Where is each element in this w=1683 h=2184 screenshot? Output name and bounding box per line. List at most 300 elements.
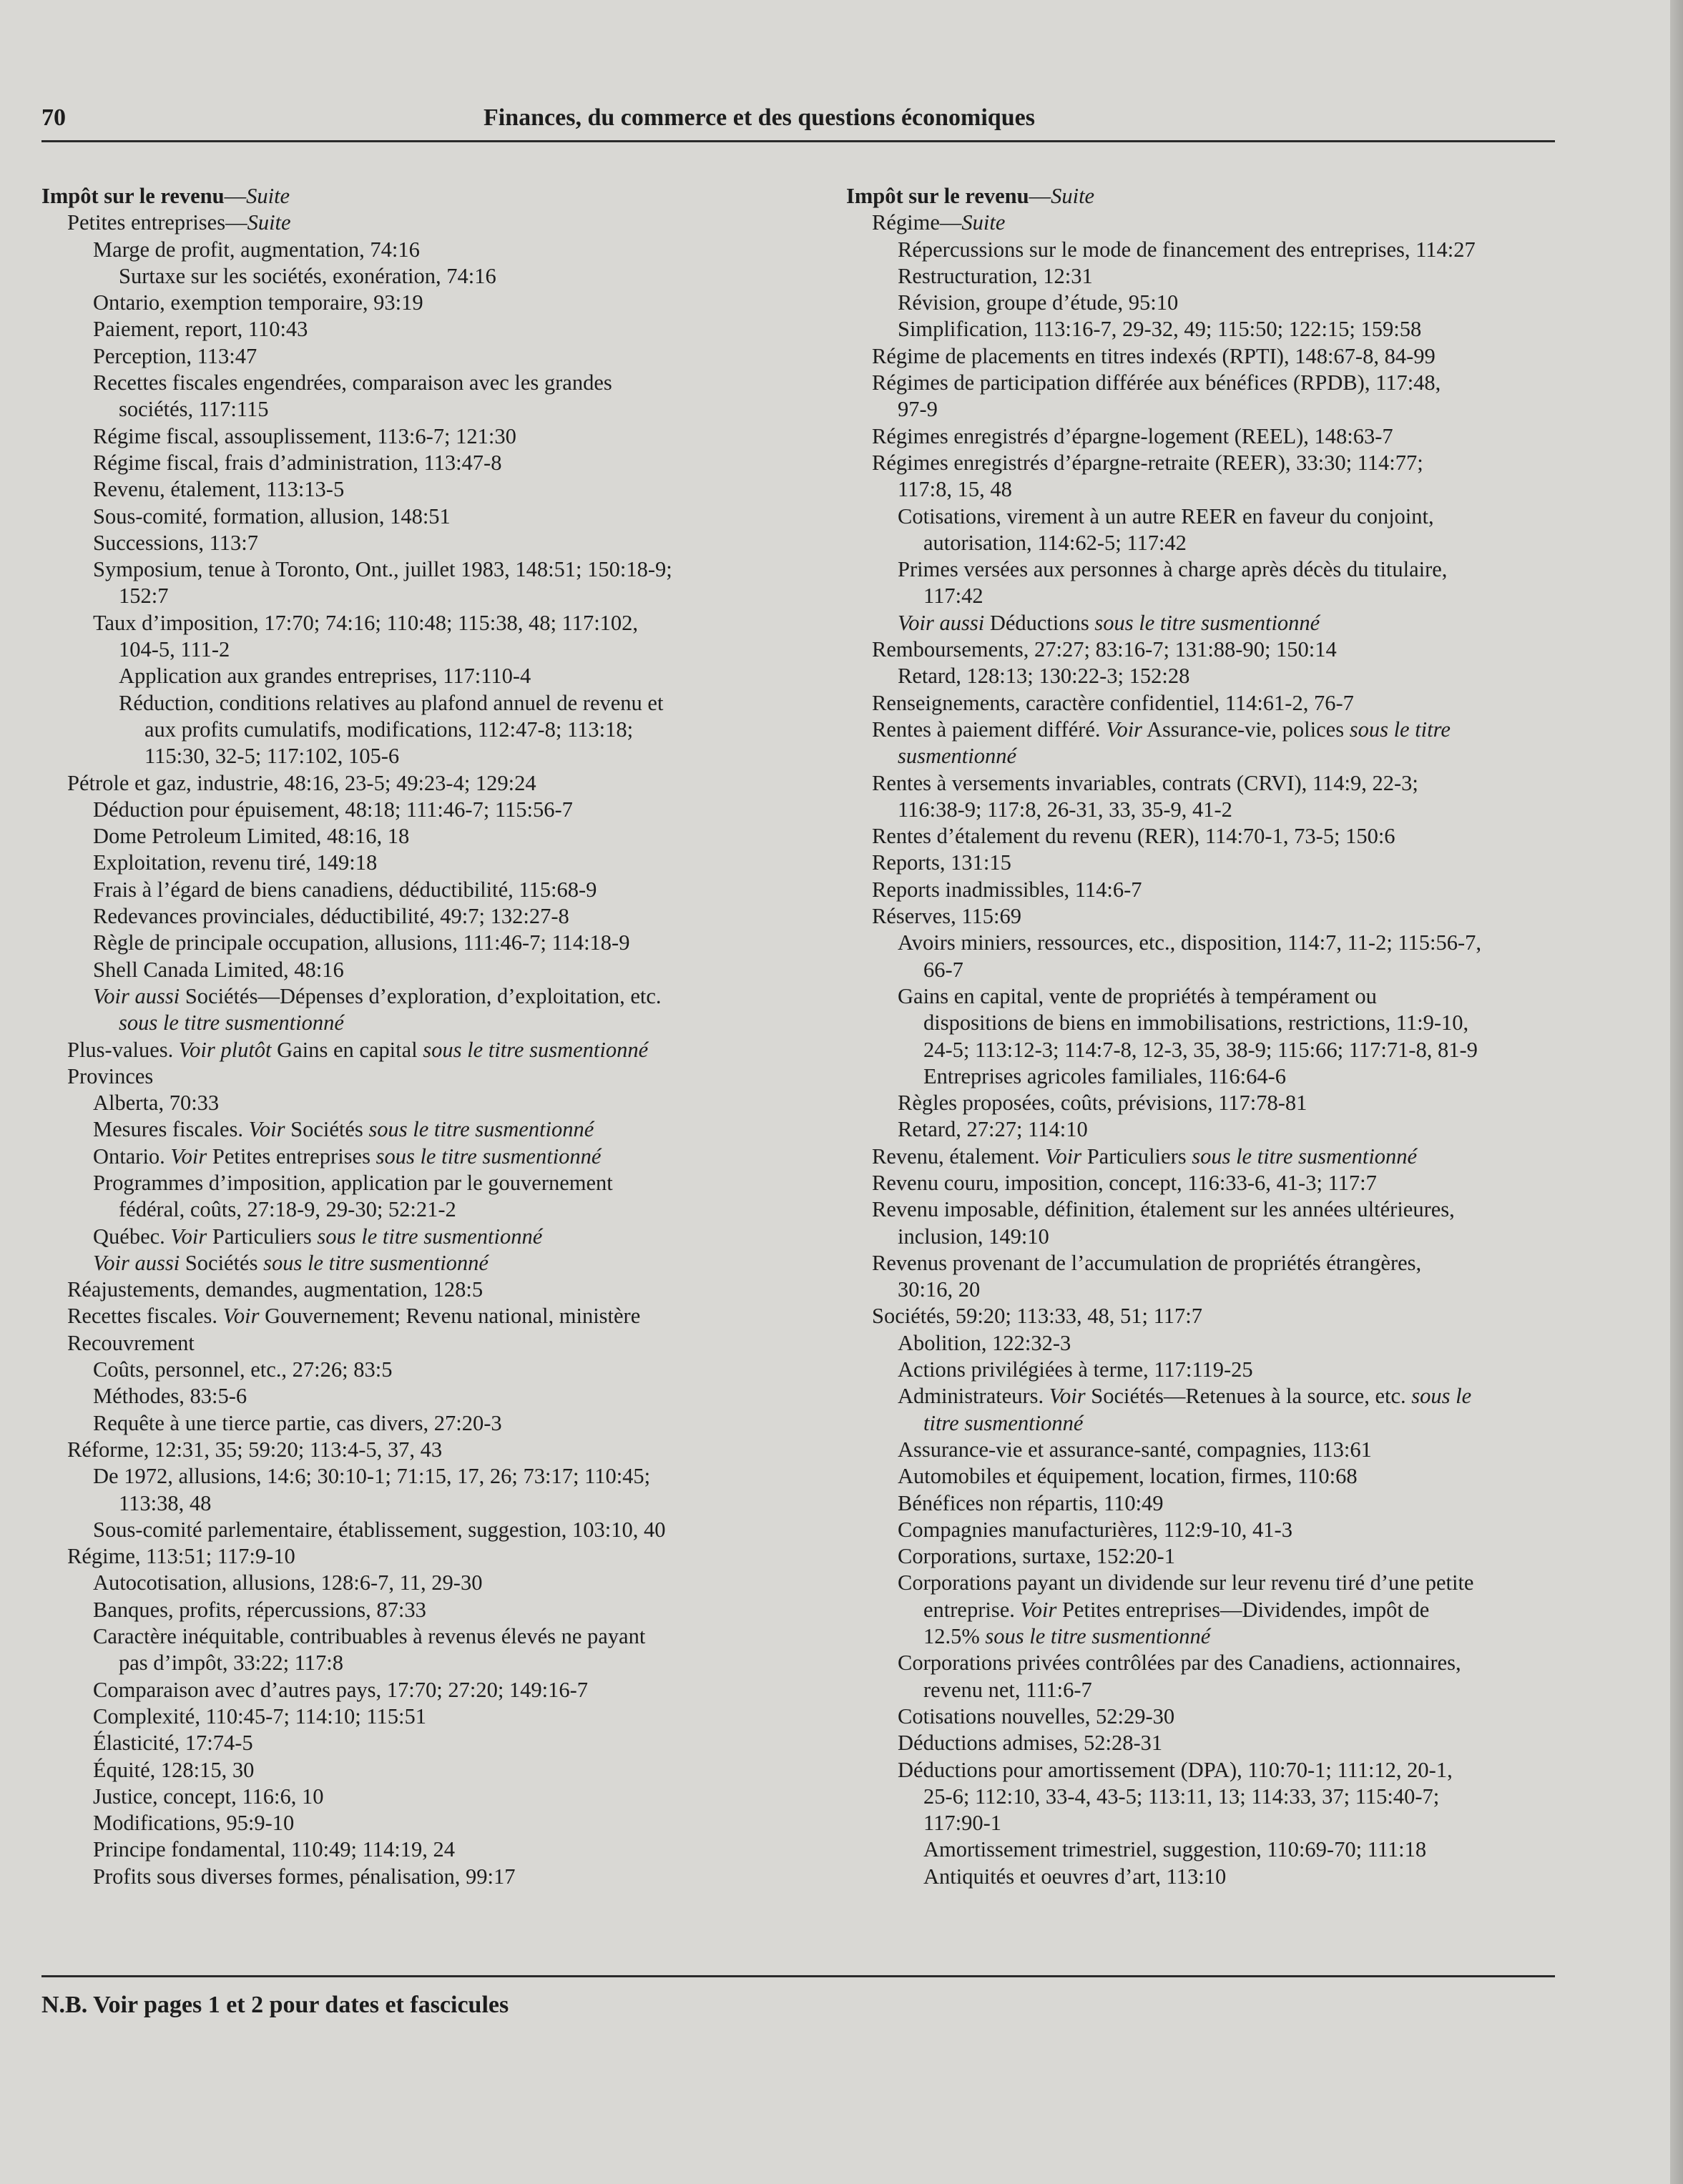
italic-text: Voir <box>1049 1384 1086 1409</box>
index-entry <box>898 290 1604 316</box>
index-entry <box>923 1836 1604 1863</box>
entry-text: Régimes enregistrés d’épargne-retraite (REER), 33:30; 114:77; <box>872 450 1423 475</box>
index-entry <box>93 530 800 556</box>
italic-text: Voir aussi <box>898 610 985 635</box>
entry-text: Déductions <box>984 610 1095 635</box>
entry-text: Sous-comité parlementaire, établissement, suggestion, 103:10, 40 <box>93 1517 666 1542</box>
index-entry <box>898 983 1604 1010</box>
italic-text: sous le titre susmentionné <box>985 1624 1211 1649</box>
entry-text: Assurance-vie et assurance-santé, compagnies, 113:61 <box>898 1437 1372 1462</box>
index-entry-continuation <box>898 1410 1604 1437</box>
entry-text: Règles proposées, coûts, prévisions, 117:78-81 <box>898 1091 1307 1116</box>
entry-text: Élasticité, 17:74-5 <box>93 1731 253 1756</box>
entry-text: Perception, 113:47 <box>93 343 257 368</box>
index-entry <box>41 183 800 210</box>
entry-text: 12.5% <box>923 1624 986 1649</box>
entry-text: Simplification, 113:16-7, 29-32, 49; 115:50; 122:15; 159:58 <box>898 317 1422 342</box>
page-number: 70 <box>41 104 66 131</box>
index-entry <box>898 1543 1604 1570</box>
entry-text: Revenu couru, imposition, concept, 116:33-6, 41-3; 117:7 <box>872 1170 1377 1195</box>
index-entry-continuation <box>93 583 800 609</box>
index-entry-continuation <box>93 1196 800 1223</box>
index-entry <box>67 210 800 236</box>
entry-text: Particuliers <box>1081 1143 1192 1169</box>
index-entry <box>872 903 1604 930</box>
entry-text: Frais à l’égard de biens canadiens, déductibilité, 115:68-9 <box>93 877 597 902</box>
entry-text: 115:30, 32-5; 117:102, 105-6 <box>144 744 400 769</box>
index-entry <box>872 823 1604 850</box>
italic-text: Suite <box>961 210 1006 235</box>
entry-text: Rentes d’étalement du revenu (RER), 114:70-1, 73-5; 150:6 <box>872 824 1395 849</box>
index-entry <box>93 983 800 1010</box>
italic-text: sous le titre susmentionné <box>317 1224 543 1249</box>
bold-heading-text: Impôt sur le revenu <box>41 184 225 208</box>
index-entry <box>898 1383 1604 1410</box>
italic-text: Voir <box>170 1143 207 1169</box>
header-rule <box>41 140 1555 142</box>
entry-text: Abolition, 122:32-3 <box>898 1330 1071 1355</box>
entry-text: aux profits cumulatifs, modifications, 112:47-8; 113:18; <box>144 717 634 742</box>
entry-text: 116:38-9; 117:8, 26-31, 33, 35-9, 41-2 <box>898 797 1232 822</box>
index-entry-continuation <box>898 530 1604 556</box>
italic-text: Voir aussi <box>93 983 180 1008</box>
entry-text: Corporations, surtaxe, 152:20-1 <box>898 1544 1175 1569</box>
index-entry <box>872 717 1604 743</box>
index-entry <box>898 1570 1604 1596</box>
italic-text: Voir aussi <box>93 1250 180 1275</box>
italic-text: Voir <box>1020 1597 1057 1622</box>
index-entry <box>93 1357 800 1383</box>
entry-text: Alberta, 70:33 <box>93 1091 220 1116</box>
index-entry <box>67 1303 800 1329</box>
index-entry <box>898 1330 1604 1357</box>
entry-text: Revenus provenant de l’accumulation de propriétés étrangères, <box>872 1250 1422 1275</box>
entry-text: Principe fondamental, 110:49; 114:19, 24 <box>93 1837 455 1862</box>
left-column <box>41 183 800 1890</box>
index-entry-continuation <box>93 1650 800 1676</box>
entry-text: Symposium, tenue à Toronto, Ont., juillet 1983, 148:51; 150:18-9; <box>93 557 672 582</box>
entry-text: Complexité, 110:45-7; 114:10; 115:51 <box>93 1703 426 1728</box>
entry-text: 117:42 <box>923 584 983 609</box>
entry-text: Sociétés—Dépenses d’exploration, d’exploitation, etc. <box>180 983 662 1008</box>
entry-text: Sociétés <box>285 1117 369 1142</box>
index-entry-continuation <box>119 743 800 769</box>
entry-text: Antiquités et oeuvres d’art, 113:10 <box>923 1864 1227 1889</box>
index-entry <box>898 1517 1604 1543</box>
entry-text: entreprise. <box>923 1597 1021 1622</box>
index-entry <box>93 316 800 343</box>
entry-text: 97-9 <box>898 397 938 422</box>
entry-text: Réserves, 115:69 <box>872 904 1021 929</box>
index-entry <box>872 210 1604 236</box>
italic-text: Suite <box>1051 184 1095 208</box>
entry-text: Paiement, report, 110:43 <box>93 317 308 342</box>
index-entry <box>93 503 800 530</box>
entry-text: Régime de placements en titres indexés (RPTI), 148:67-8, 84-99 <box>872 343 1436 368</box>
entry-text: inclusion, 149:10 <box>898 1224 1049 1249</box>
entry-text: 104-5, 111-2 <box>119 637 230 662</box>
entry-text: Application aux grandes entreprises, 117:110-4 <box>119 664 531 689</box>
index-entry <box>898 1703 1604 1730</box>
entry-text: 24-5; 113:12-3; 114:7-8, 12-3, 35, 38-9; 115:66; 117:71-8, 81-9 <box>923 1037 1478 1062</box>
entry-text: Particuliers <box>207 1224 318 1249</box>
entry-text: Profits sous diverses formes, pénalisation, 99:17 <box>93 1864 516 1889</box>
entry-text: Petites entreprises <box>207 1143 376 1169</box>
entry-text: 117:8, 15, 48 <box>898 477 1012 502</box>
index-entry <box>872 343 1604 370</box>
entry-text: Régime fiscal, assouplissement, 113:6-7; 121:30 <box>93 423 516 448</box>
entry-text: Révision, groupe d’étude, 95:10 <box>898 290 1179 315</box>
index-entry <box>898 503 1604 530</box>
index-entry <box>93 1623 800 1650</box>
italic-text: sous le titre <box>1349 717 1451 742</box>
entry-text: Banques, profits, répercussions, 87:33 <box>93 1597 426 1622</box>
index-entry <box>67 1543 800 1570</box>
entry-text: Sociétés <box>180 1250 264 1275</box>
index-entry <box>898 1490 1604 1517</box>
index-entry-continuation <box>872 743 1604 769</box>
index-entry <box>67 1063 800 1090</box>
entry-text: Remboursements, 27:27; 83:16-7; 131:88-90; 150:14 <box>872 637 1337 662</box>
entry-text: Pétrole et gaz, industrie, 48:16, 23-5; 49:23-4; 129:24 <box>67 770 536 795</box>
entry-text: Justice, concept, 116:6, 10 <box>93 1784 324 1809</box>
index-entry <box>119 263 800 290</box>
entry-text: Exploitation, revenu tiré, 149:18 <box>93 850 378 875</box>
index-entry <box>93 1383 800 1410</box>
entry-text: Autocotisation, allusions, 128:6-7, 11, 29-30 <box>93 1570 483 1595</box>
entry-text: Provinces <box>67 1063 154 1088</box>
italic-text: sous le titre susmentionné <box>368 1117 594 1142</box>
entry-text: pas d’impôt, 33:22; 117:8 <box>119 1651 344 1676</box>
index-entry <box>872 1170 1604 1196</box>
index-entry <box>93 797 800 823</box>
index-entry <box>872 370 1604 396</box>
entry-text: 152:7 <box>119 584 169 609</box>
index-entry <box>93 1703 800 1730</box>
entry-text: Revenu, étalement. <box>872 1143 1046 1169</box>
index-entry <box>93 1810 800 1836</box>
index-entry <box>93 1836 800 1863</box>
italic-text: Voir <box>248 1117 285 1142</box>
index-entry <box>119 690 800 717</box>
entry-text: Régimes de participation différée aux bénéfices (RPDB), 117:48, <box>872 370 1441 395</box>
index-entry <box>898 930 1604 956</box>
entry-text: Surtaxe sur les sociétés, exonération, 74:16 <box>119 263 496 288</box>
entry-text: Modifications, 95:9-10 <box>93 1811 295 1836</box>
index-entry <box>93 476 800 503</box>
index-entry <box>93 1090 800 1116</box>
index-entry <box>93 1463 800 1490</box>
entry-text: 30:16, 20 <box>898 1277 981 1302</box>
index-entry <box>93 1224 800 1250</box>
entry-text: Requête à une tierce partie, cas divers, 27:20-3 <box>93 1410 502 1435</box>
index-entry <box>898 263 1604 290</box>
entry-text: sociétés, 117:115 <box>119 397 269 422</box>
entry-text: Coûts, personnel, etc., 27:26; 83:5 <box>93 1357 393 1382</box>
index-entry-continuation <box>898 1623 1604 1650</box>
entry-text: Québec. <box>93 1224 171 1249</box>
entry-text: Shell Canada Limited, 48:16 <box>93 957 344 982</box>
entry-text: Corporations privées contrôlées par des Canadiens, actionnaires, <box>898 1651 1461 1676</box>
index-entry <box>872 1196 1604 1223</box>
index-entry <box>93 1170 800 1196</box>
italic-text: Voir <box>1106 717 1143 742</box>
entry-text: Assurance-vie, polices <box>1142 717 1350 742</box>
italic-text: Voir <box>170 1224 207 1249</box>
italic-text: Voir plutôt <box>178 1037 272 1062</box>
entry-text: Primes versées aux personnes à charge après décès du titulaire, <box>898 557 1448 582</box>
entry-text: Mesures fiscales. <box>93 1117 249 1142</box>
index-entry <box>872 1143 1604 1170</box>
entry-text: Sociétés—Retenues à la source, etc. <box>1085 1384 1412 1409</box>
entry-text: Successions, 113:7 <box>93 530 258 555</box>
index-entry <box>898 1437 1604 1463</box>
entry-text: Dome Petroleum Limited, 48:16, 18 <box>93 824 410 849</box>
index-entry <box>898 610 1604 636</box>
index-entry-continuation <box>119 717 800 743</box>
entry-text: Gains en capital, vente de propriétés à tempérament ou <box>898 983 1377 1008</box>
entry-text: Régime, 113:51; 117:9-10 <box>67 1544 295 1569</box>
entry-text: Reports, 131:15 <box>872 850 1011 875</box>
index-entry <box>923 1864 1604 1890</box>
index-entry <box>872 850 1604 876</box>
index-entry <box>93 1757 800 1784</box>
index-entry <box>93 850 800 876</box>
entry-text: Méthodes, 83:5-6 <box>93 1384 247 1409</box>
entry-text: dispositions de biens en immobilisations, restrictions, 11:9-10, <box>923 1010 1469 1036</box>
index-entry <box>93 1677 800 1703</box>
index-entry-continuation <box>872 1277 1604 1303</box>
index-entry <box>872 1250 1604 1277</box>
index-entry <box>93 450 800 476</box>
entry-text: Petites entreprises—Dividendes, impôt de <box>1056 1597 1430 1622</box>
italic-text: Voir <box>222 1304 260 1329</box>
index-entry <box>898 556 1604 583</box>
entry-text: Administrateurs. <box>898 1384 1049 1409</box>
index-entry-continuation <box>898 1810 1604 1836</box>
entry-text: Régime— <box>872 210 962 235</box>
entry-text: — <box>224 184 247 208</box>
entry-text: Gains en capital <box>271 1037 423 1062</box>
entry-text: Cotisations, virement à un autre REER en faveur du conjoint, <box>898 503 1434 528</box>
index-entry <box>93 1116 800 1143</box>
index-entry <box>67 1330 800 1357</box>
entry-text: Sociétés, 59:20; 113:33, 48, 51; 117:7 <box>872 1304 1202 1329</box>
footer-note: N.B. Voir pages 1 et 2 pour dates et fascicules <box>41 1992 509 2018</box>
footer-rule <box>41 1975 1555 1977</box>
index-entry <box>898 1116 1604 1143</box>
entry-text: — <box>1029 184 1051 208</box>
entry-text: Réforme, 12:31, 35; 59:20; 113:4-5, 37, 43 <box>67 1437 443 1462</box>
index-entry <box>93 610 800 636</box>
entry-text: Caractère inéquitable, contribuables à revenus élevés ne payant <box>93 1624 646 1649</box>
index-entry <box>93 1730 800 1756</box>
index-entry <box>898 1757 1604 1784</box>
index-entry <box>93 930 800 956</box>
index-entry-continuation <box>93 1010 800 1036</box>
index-entry <box>93 1784 800 1810</box>
index-entry <box>67 1277 800 1303</box>
index-entry <box>898 237 1604 263</box>
right-column <box>846 183 1604 1890</box>
entry-text: Recettes fiscales engendrées, comparaison avec les grandes <box>93 370 612 395</box>
entry-text: Sous-comité, formation, allusion, 148:51 <box>93 503 451 528</box>
entry-text: Automobiles et équipement, location, firmes, 110:68 <box>898 1464 1358 1489</box>
entry-text: 113:38, 48 <box>119 1490 212 1515</box>
index-entry <box>93 1410 800 1437</box>
entry-text: Régimes enregistrés d’épargne-logement (REEL), 148:63-7 <box>872 423 1393 448</box>
entry-text: Rentes à paiement différé. <box>872 717 1107 742</box>
entry-text: Restructuration, 12:31 <box>898 263 1093 288</box>
index-entry <box>67 770 800 797</box>
index-entry <box>872 423 1604 450</box>
entry-text: Équité, 128:15, 30 <box>93 1757 255 1782</box>
entry-text: Réduction, conditions relatives au plafond annuel de revenu et <box>119 690 664 715</box>
entry-text: Redevances provinciales, déductibilité, 49:7; 132:27-8 <box>93 904 569 929</box>
index-entry-continuation <box>898 1677 1604 1703</box>
index-entry <box>67 1037 800 1063</box>
index-entry <box>923 1063 1604 1090</box>
index-entry-continuation <box>898 1037 1604 1063</box>
entry-text: 25-6; 112:10, 33-4, 43-5; 113:11, 13; 114:33, 37; 115:40-7; <box>923 1784 1440 1809</box>
entry-text: Taux d’imposition, 17:70; 74:16; 110:48; 115:38, 48; 117:102, <box>93 610 639 635</box>
index-entry-continuation <box>898 1010 1604 1036</box>
index-entry <box>93 556 800 583</box>
entry-text: Répercussions sur le mode de financement des entreprises, 114:27 <box>898 237 1476 262</box>
entry-text: Marge de profit, augmentation, 74:16 <box>93 237 420 262</box>
entry-text: Réajustements, demandes, augmentation, 128:5 <box>67 1277 484 1302</box>
book-gutter-shadow <box>1670 0 1683 2184</box>
italic-text: titre susmentionné <box>923 1410 1084 1435</box>
entry-text: Avoirs miniers, ressources, etc., disposition, 114:7, 11-2; 115:56-7, <box>898 930 1482 955</box>
entry-text: revenu net, 111:6-7 <box>923 1677 1092 1702</box>
index-entry <box>898 1090 1604 1116</box>
entry-text: Bénéfices non répartis, 110:49 <box>898 1490 1164 1515</box>
entry-text: 66-7 <box>923 957 963 982</box>
index-entry <box>93 1143 800 1170</box>
index-entry <box>898 1463 1604 1490</box>
entry-text: Déductions admises, 52:28-31 <box>898 1731 1163 1756</box>
entry-text: autorisation, 114:62-5; 117:42 <box>923 530 1187 555</box>
entry-text: Amortissement trimestriel, suggestion, 110:69-70; 111:18 <box>923 1837 1427 1862</box>
index-entry-continuation <box>93 396 800 423</box>
entry-text: Revenu imposable, définition, étalement sur les années ultérieures, <box>872 1197 1455 1222</box>
entry-text: Cotisations nouvelles, 52:29-30 <box>898 1703 1175 1728</box>
italic-text: sous le titre susmentionné <box>423 1037 649 1062</box>
entry-text: Recettes fiscales. <box>67 1304 223 1329</box>
italic-text: sous le titre susmentionné <box>376 1143 602 1169</box>
italic-text: Suite <box>246 184 290 208</box>
entry-text: Actions privilégiées à terme, 117:119-25 <box>898 1357 1253 1382</box>
index-entry-continuation <box>872 797 1604 823</box>
index-entry-continuation <box>898 957 1604 983</box>
entry-text: 117:90-1 <box>923 1811 1001 1836</box>
index-entry <box>93 877 800 903</box>
index-entry <box>872 1303 1604 1329</box>
entry-text: Corporations payant un dividende sur leur revenu tiré d’une petite <box>898 1570 1474 1595</box>
entry-text: Compagnies manufacturières, 112:9-10, 41-3 <box>898 1517 1292 1542</box>
italic-text: sous le titre susmentionné <box>1094 610 1320 635</box>
entry-text: Rentes à versements invariables, contrats (CRVI), 114:9, 22-3; <box>872 770 1418 795</box>
index-entry <box>93 423 800 450</box>
italic-text: sous le titre susmentionné <box>119 1010 344 1036</box>
italic-text: sous le titre susmentionné <box>263 1250 489 1275</box>
entry-text: Petites entreprises— <box>67 210 247 235</box>
entry-text: Ontario. <box>93 1143 171 1169</box>
index-entry <box>898 663 1604 689</box>
italic-text: sous le <box>1411 1384 1472 1409</box>
index-entry-continuation <box>898 583 1604 609</box>
index-entry <box>898 1650 1604 1676</box>
index-entry <box>93 343 800 370</box>
index-entry <box>93 237 800 263</box>
index-entry <box>93 823 800 850</box>
entry-text: Régime fiscal, frais d’administration, 113:47-8 <box>93 450 502 475</box>
index-entry-continuation <box>872 1224 1604 1250</box>
index-entry <box>93 1517 800 1543</box>
entry-text: Ontario, exemption temporaire, 93:19 <box>93 290 423 315</box>
index-entry <box>93 290 800 316</box>
index-entry <box>846 183 1604 210</box>
index-entry <box>93 1570 800 1596</box>
entry-text: Revenu, étalement, 113:13-5 <box>93 477 345 502</box>
index-entry <box>898 1730 1604 1756</box>
running-title: Finances, du commerce et des questions économiques <box>484 104 1035 131</box>
index-entry <box>93 1597 800 1623</box>
index-entry-continuation <box>93 1490 800 1517</box>
entry-text: Reports inadmissibles, 114:6-7 <box>872 877 1142 902</box>
index-entry <box>898 1357 1604 1383</box>
index-entry <box>872 636 1604 663</box>
entry-text: Gouvernement; Revenu national, ministère <box>259 1304 641 1329</box>
italic-text: Suite <box>247 210 291 235</box>
entry-text: Déductions pour amortissement (DPA), 110:70-1; 111:12, 20-1, <box>898 1757 1453 1782</box>
index-entry-continuation <box>93 636 800 663</box>
index-entry-continuation <box>898 1597 1604 1623</box>
entry-text: Renseignements, caractère confidentiel, 114:61-2, 76-7 <box>872 690 1354 715</box>
entry-text: Déduction pour épuisement, 48:18; 111:46-7; 115:56-7 <box>93 797 573 822</box>
entry-text: Règle de principale occupation, allusions, 111:46-7; 114:18-9 <box>93 930 630 955</box>
entry-text: De 1972, allusions, 14:6; 30:10-1; 71:15, 17, 26; 73:17; 110:45; <box>93 1464 651 1489</box>
index-entry-continuation <box>872 396 1604 423</box>
index-entry <box>93 903 800 930</box>
italic-text: susmentionné <box>898 744 1017 769</box>
index-entry <box>898 316 1604 343</box>
index-entry <box>119 663 800 689</box>
entry-text: Recouvrement <box>67 1330 195 1355</box>
entry-text: Entreprises agricoles familiales, 116:64-6 <box>923 1063 1287 1088</box>
entry-text: Plus-values. <box>67 1037 179 1062</box>
index-entry <box>872 877 1604 903</box>
entry-text: Comparaison avec d’autres pays, 17:70; 27:20; 149:16-7 <box>93 1677 589 1702</box>
entry-text: Retard, 27:27; 114:10 <box>898 1117 1088 1142</box>
index-entry <box>93 370 800 396</box>
index-entry <box>67 1437 800 1463</box>
index-entry-continuation <box>872 476 1604 503</box>
index-entry <box>872 450 1604 476</box>
italic-text: Voir <box>1045 1143 1082 1169</box>
italic-text: sous le titre susmentionné <box>1192 1143 1418 1169</box>
entry-text: Programmes d’imposition, application par le gouvernement <box>93 1170 613 1195</box>
entry-text: Retard, 128:13; 130:22-3; 152:28 <box>898 664 1190 689</box>
entry-text: fédéral, coûts, 27:18-9, 29-30; 52:21-2 <box>119 1197 456 1222</box>
index-entry <box>872 770 1604 797</box>
index-entry <box>93 1864 800 1890</box>
index-entry-continuation <box>898 1784 1604 1810</box>
index-entry <box>93 1250 800 1277</box>
index-entry <box>872 690 1604 717</box>
bold-heading-text: Impôt sur le revenu <box>846 184 1029 208</box>
